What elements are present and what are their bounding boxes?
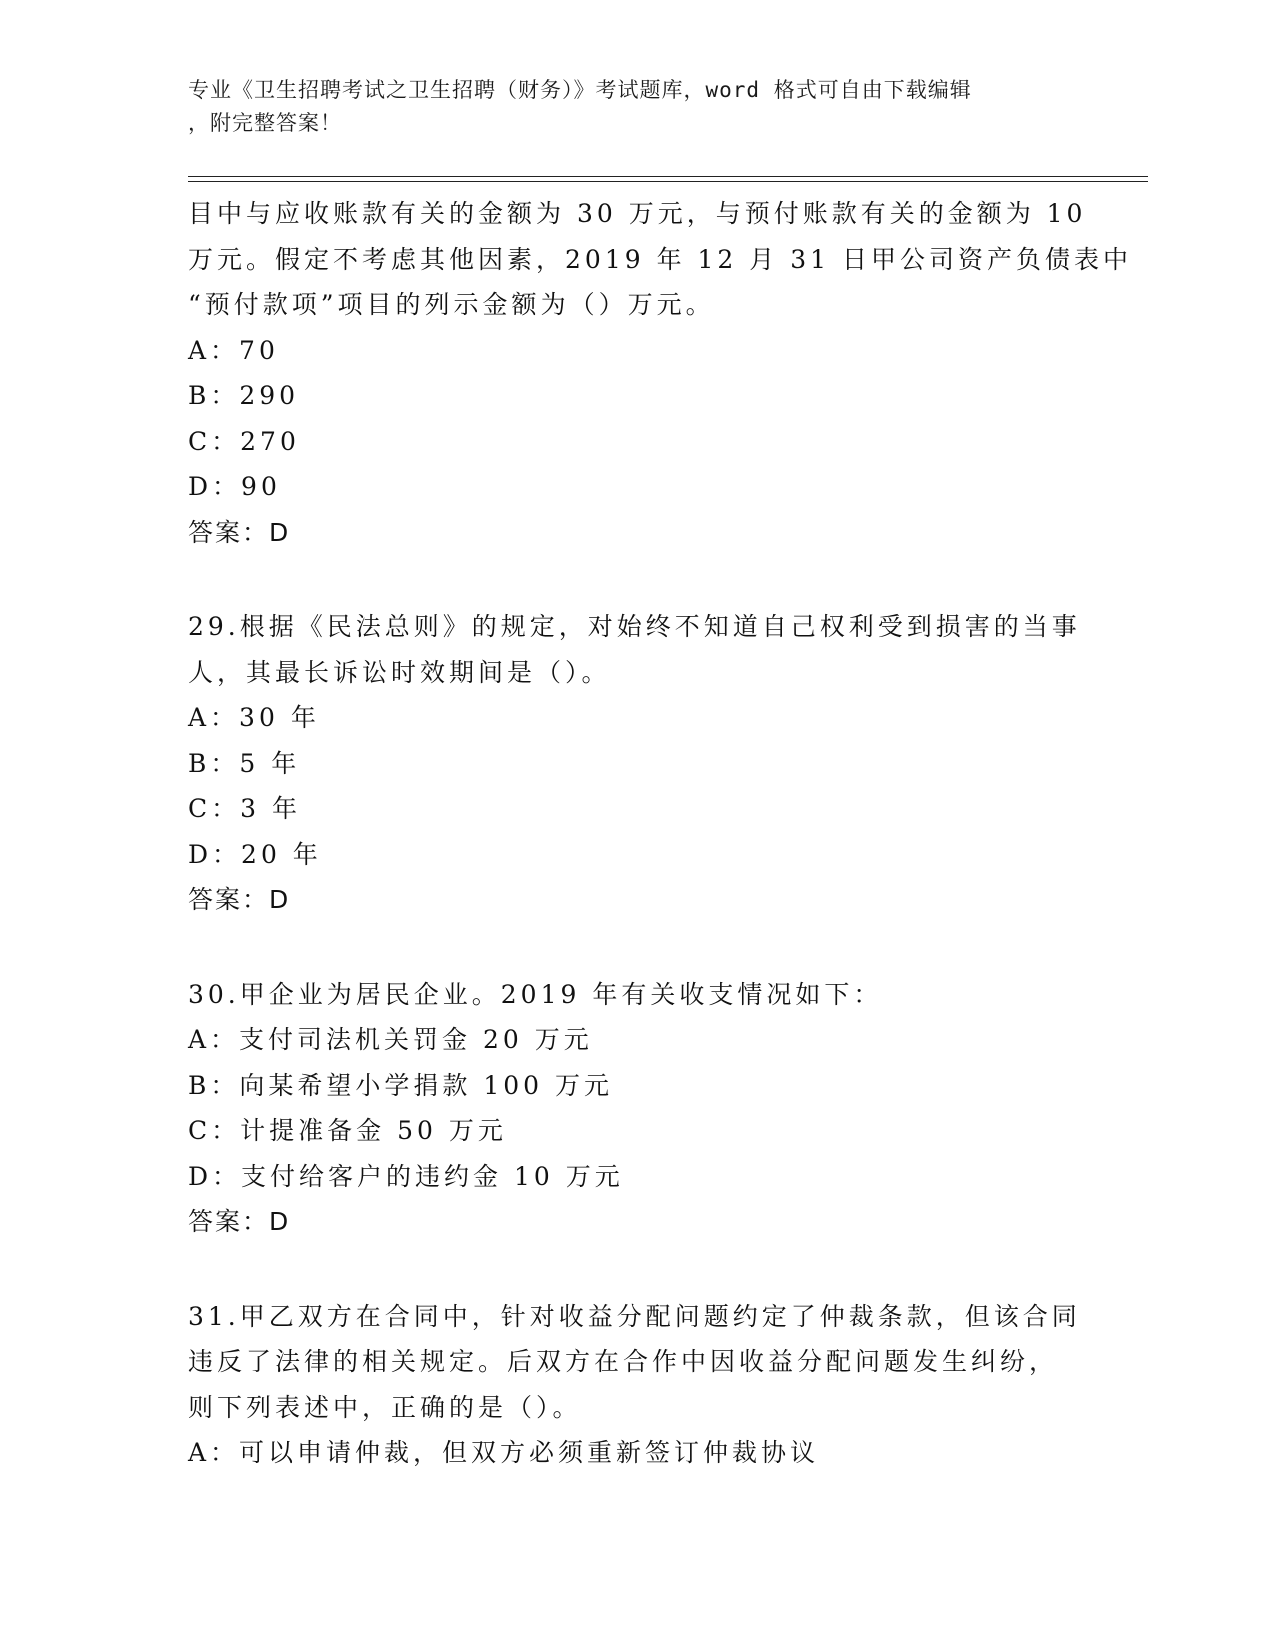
question-stem-line: 违反了法律的相关规定。后双方在合作中因收益分配问题发生纠纷， [188,1347,1059,1376]
header-divider-top [188,176,1148,177]
question-stem-line: “预付款项”项目的列示金额为（）万元。 [188,290,715,319]
option-a: A：可以申请仲裁，但双方必须重新签订仲裁协议 [188,1438,820,1467]
question-stem-line: 目中与应收账款有关的金额为 30 万元，与预付账款有关的金额为 10 [188,199,1087,228]
answer-label: 答案：D [188,1207,291,1236]
option-c: C：3 年 [188,794,301,823]
option-c: C：计提准备金 50 万元 [188,1116,507,1145]
option-d: D：支付给客户的违约金 10 万元 [188,1161,624,1191]
option-a: A：支付司法机关罚金 20 万元 [188,1025,593,1054]
answer-label: 答案：D [188,885,291,914]
option-b: B：5 年 [188,748,301,778]
question-stem-line: 人，其最长诉讼时效期间是（）。 [188,657,611,687]
option-c: C：270 [188,426,300,456]
question-stem-line: 29.根据《民法总则》的规定，对始终不知道自己权利受到损害的当事 [188,612,1081,641]
question-28 [188,191,1132,555]
question-stem-line: 则下列表述中，正确的是（）。 [188,1392,582,1422]
question-gap [188,1245,1088,1294]
header-line-2: ，附完整答案！ [188,111,342,135]
option-a: A：30 年 [188,703,320,732]
option-b: B：290 [188,381,300,410]
header-divider-bottom [188,181,1148,182]
question-31 [188,1294,1088,1476]
question-list [188,191,1132,1476]
option-a: A：70 [188,335,279,365]
question-gap [188,555,1088,604]
question-30 [188,972,1088,1245]
question-29 [188,604,1088,923]
question-gap [188,923,1088,972]
document-header [188,74,1068,140]
header-line-1: 专业《卫生招聘考试之卫生招聘（财务）》考试题库，word 格式可自由下载编辑 [188,78,972,102]
question-stem-line: 31.甲乙双方在合同中，针对收益分配问题约定了仲裁条款，但该合同 [188,1301,1081,1331]
answer-label: 答案：D [188,517,291,547]
option-b: B：向某希望小学捐款 100 万元 [188,1070,613,1100]
option-d: D：20 年 [188,839,322,869]
option-d: D：90 [188,472,281,501]
question-stem-line: 30.甲企业为居民企业。2019 年有关收支情况如下： [188,979,883,1009]
question-stem-line: 万元。假定不考虑其他因素，2019 年 12 月 31 日甲公司资产负债表中 [188,244,1132,274]
